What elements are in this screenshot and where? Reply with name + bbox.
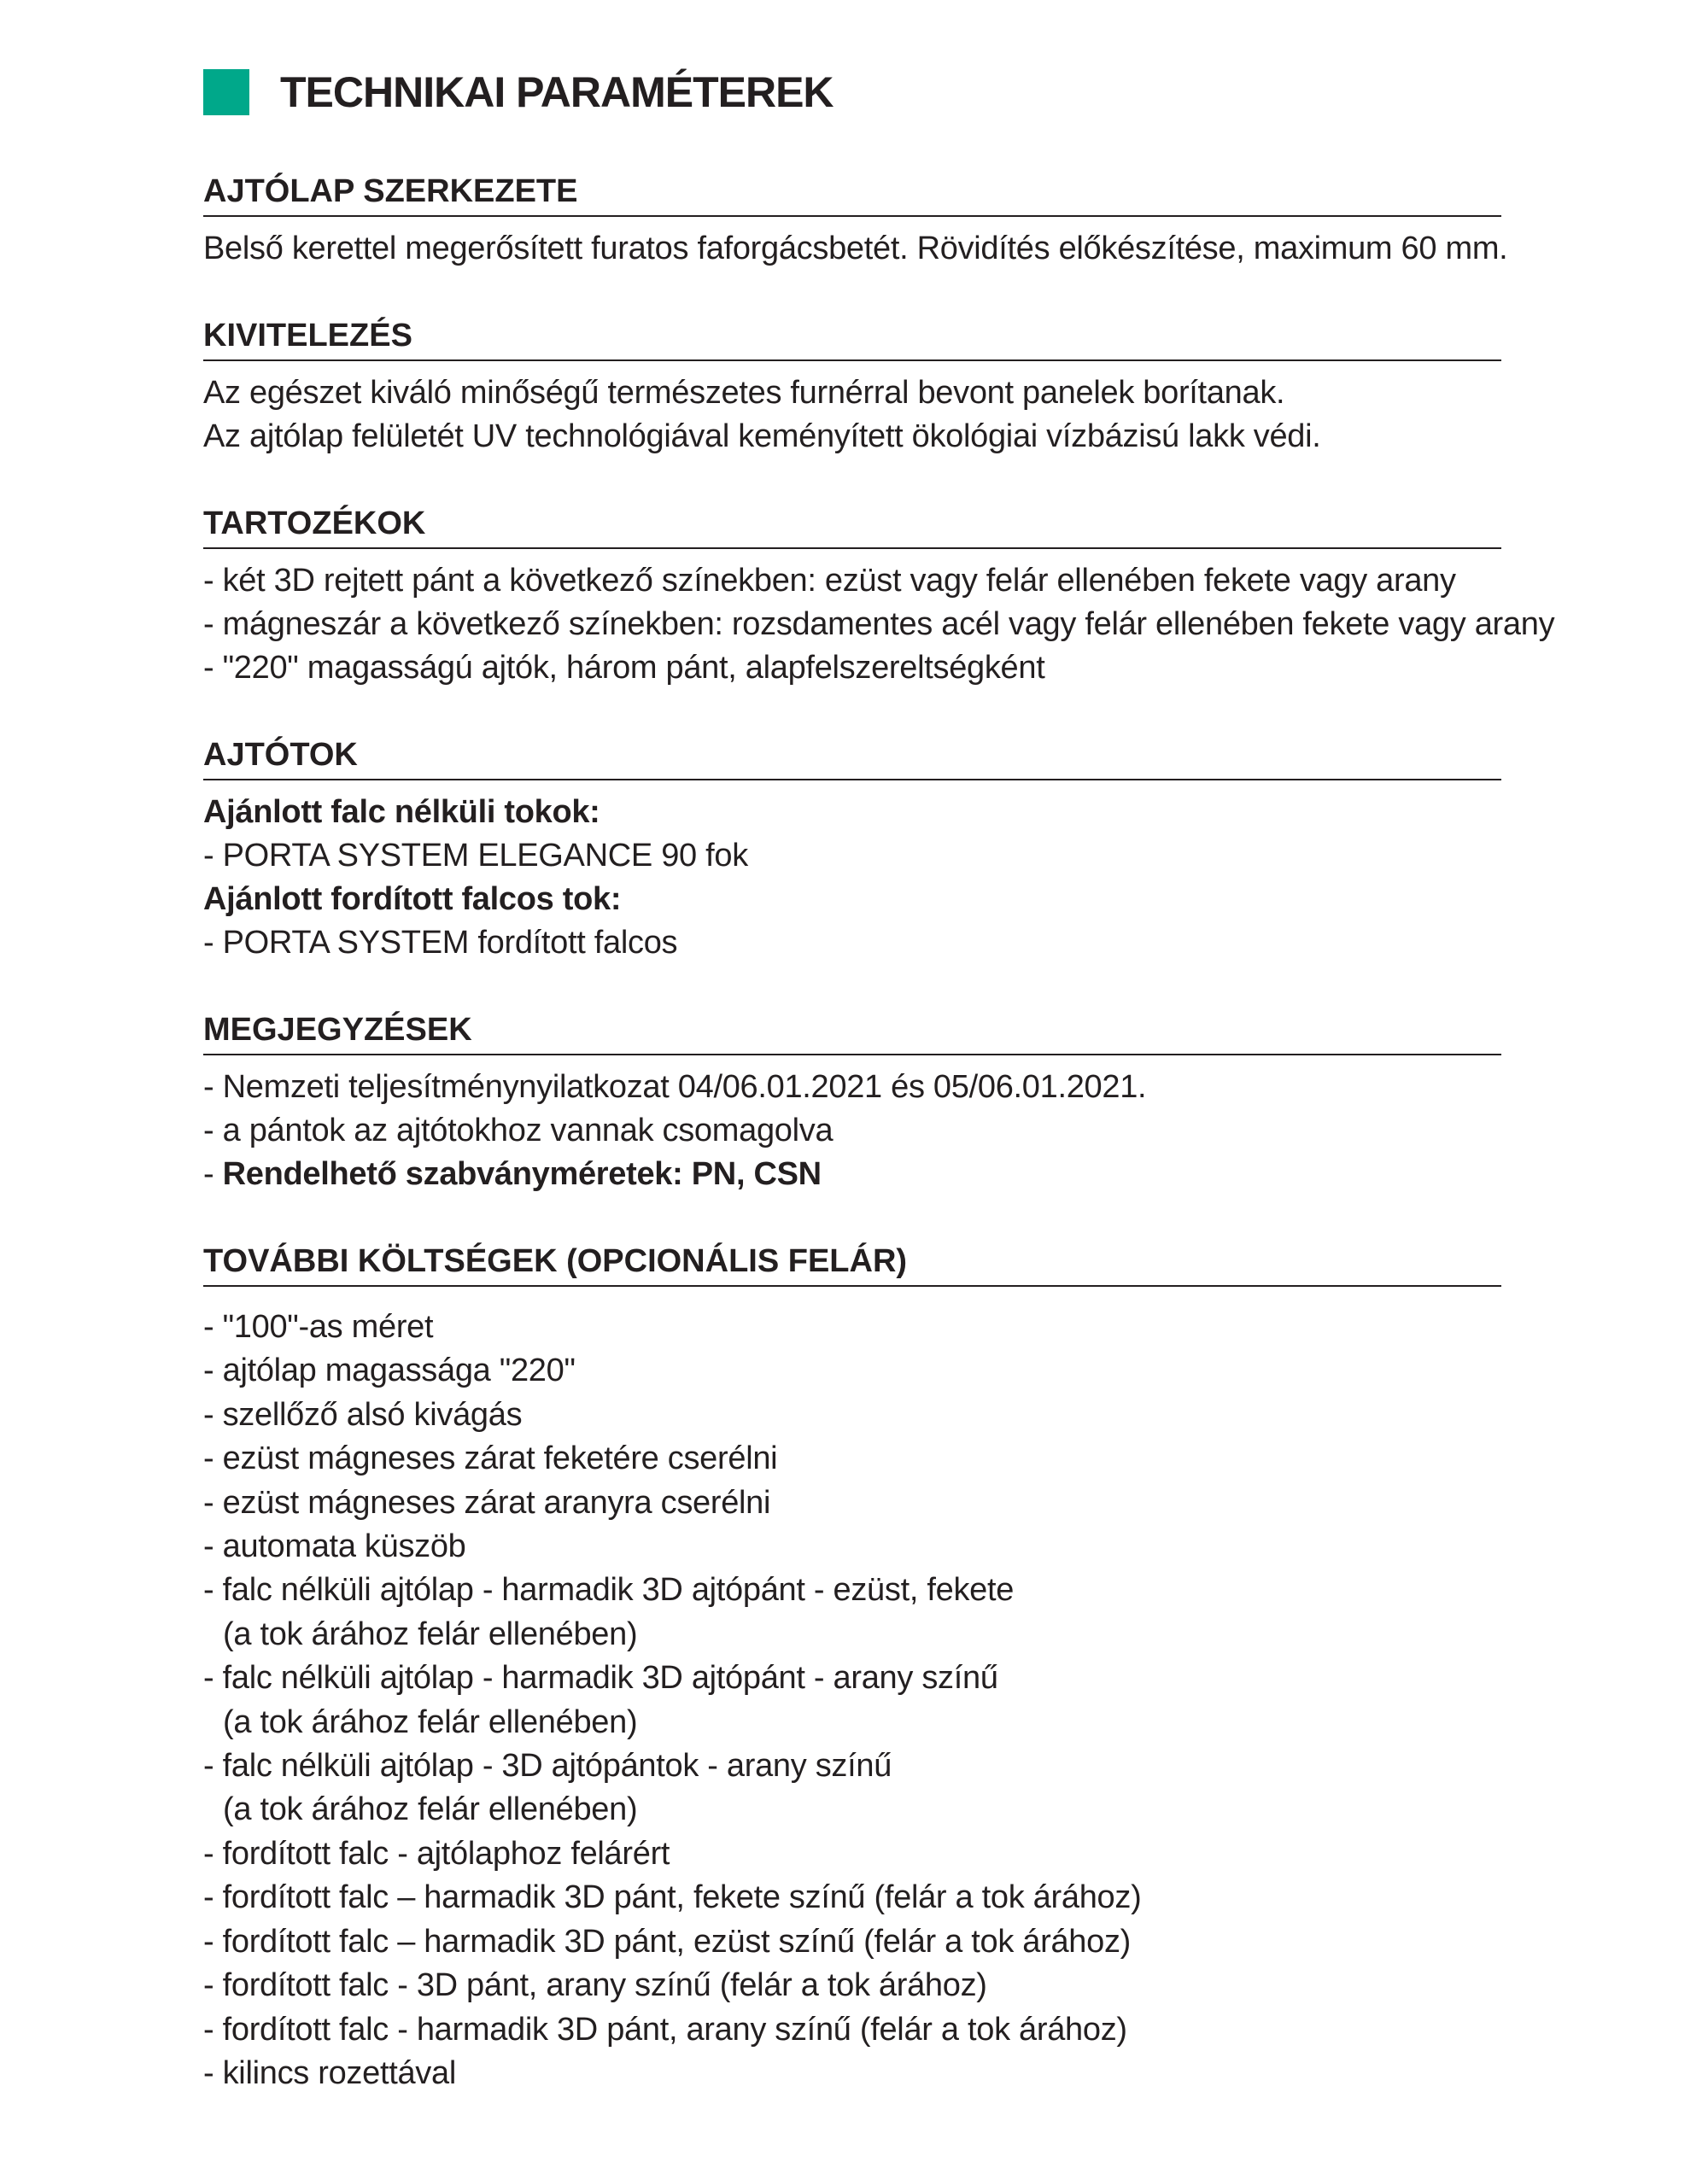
list-item: - falc nélküli ajtólap - harmadik 3D ajtópánt - ezüst, fekete — [203, 1572, 1015, 1609]
list-item: - ezüst mágneses zárat aranyra cserélni — [203, 1484, 771, 1521]
list-item: - PORTA SYSTEM fordított falcos — [203, 925, 678, 961]
list-item: - fordított falc - ajtólaphoz felárért — [203, 1835, 670, 1872]
standard-sizes-text: Rendelhető szabványméretek: PN, CSN — [222, 1156, 822, 1192]
list-item-continuation: (a tok árához felár ellenében) — [223, 1703, 638, 1740]
section-title: TOVÁBBI KÖLTSÉGEK (OPCIONÁLIS FELÁR) — [203, 1241, 1501, 1287]
section-ajtotok — [203, 734, 1501, 965]
subheading: Ajánlott falc nélküli tokok: — [203, 794, 600, 830]
list-item: - a pántok az ajtótokhoz vannak csomagolva — [203, 1113, 834, 1148]
list-item: - Nemzeti teljesítménynyilatkozat 04/06.01.2021 és 05/06.01.2021. — [203, 1069, 1147, 1105]
section-kivitelezes — [203, 315, 1501, 459]
list-item: - falc nélküli ajtólap - 3D ajtópántok - arany színű — [203, 1748, 892, 1785]
list-item — [203, 1153, 1501, 1196]
section-title: KIVITELEZÉS — [203, 315, 1501, 361]
list-item: - "220" magasságú ajtók, három pánt, alapfelszereltségként — [203, 650, 1045, 686]
list-item: - ezüst mágneses zárat feketére cserélni — [203, 1440, 778, 1477]
main-header — [203, 67, 1501, 118]
list-item: - fordított falc – harmadik 3D pánt, ezüst színű (felár a tok árához) — [203, 1923, 1132, 1960]
page-title: TECHNIKAI PARAMÉTEREK — [280, 68, 834, 116]
section-title: TARTOZÉKOK — [203, 503, 1501, 549]
text-line: Belső kerettel megerősített furatos faforgácsbetét. Rövidítés előkészítése, maximum 60 mm. — [203, 231, 1508, 266]
section-title: AJTÓLAP SZERKEZETE — [203, 171, 1501, 217]
list-prefix: - — [203, 1156, 223, 1192]
document-page — [203, 67, 1555, 2140]
list-item: - két 3D rejtett pánt a következő színekben: ezüst vagy felár ellenében fekete vagy arany — [203, 563, 1456, 599]
subheading: Ajánlott fordított falcos tok: — [203, 881, 622, 917]
list-item-continuation: (a tok árához felár ellenében) — [223, 1791, 638, 1828]
list-item: - PORTA SYSTEM ELEGANCE 90 fok — [203, 838, 748, 874]
list-item: - kilincs rozettával — [203, 2054, 456, 2091]
section-title: MEGJEGYZÉSEK — [203, 1009, 1501, 1055]
list-item: - ajtólap magassága "220" — [203, 1353, 576, 1389]
section-megjegyzesek — [203, 1009, 1501, 1196]
list-item: - fordított falc - harmadik 3D pánt, arany színű (felár a tok árához) — [203, 2011, 1127, 2048]
text-line: Az ajtólap felületét UV technológiával keményített ökológiai vízbázisú lakk védi. — [203, 418, 1321, 454]
extras-list — [203, 1306, 1501, 2095]
list-item: - fordított falc - 3D pánt, arany színű (felár a tok árához) — [203, 1967, 987, 2004]
section-tartozekok — [203, 503, 1555, 690]
list-item: - mágneszár a következő színekben: rozsdamentes acél vagy felár ellenében fekete vagy arany — [203, 606, 1555, 642]
list-item: - fordított falc – harmadik 3D pánt, fekete színű (felár a tok árához) — [203, 1879, 1142, 1916]
list-item-continuation: (a tok árához felár ellenében) — [223, 1616, 638, 1652]
section-tovabbi-koltsegek — [203, 1241, 1501, 2095]
list-item: - szellőző alsó kivágás — [203, 1396, 523, 1433]
text-line: Az egészet kiváló minőségű természetes furnérral bevont panelek borítanak. — [203, 375, 1285, 411]
section-ajtolap-szerkezete — [203, 171, 1508, 271]
accent-square — [203, 69, 249, 115]
section-title: AJTÓTOK — [203, 734, 1501, 780]
list-item: - "100"-as méret — [203, 1309, 434, 1345]
list-item: - automata küszöb — [203, 1528, 466, 1565]
list-item: - falc nélküli ajtólap - harmadik 3D ajtópánt - arany színű — [203, 1660, 998, 1697]
